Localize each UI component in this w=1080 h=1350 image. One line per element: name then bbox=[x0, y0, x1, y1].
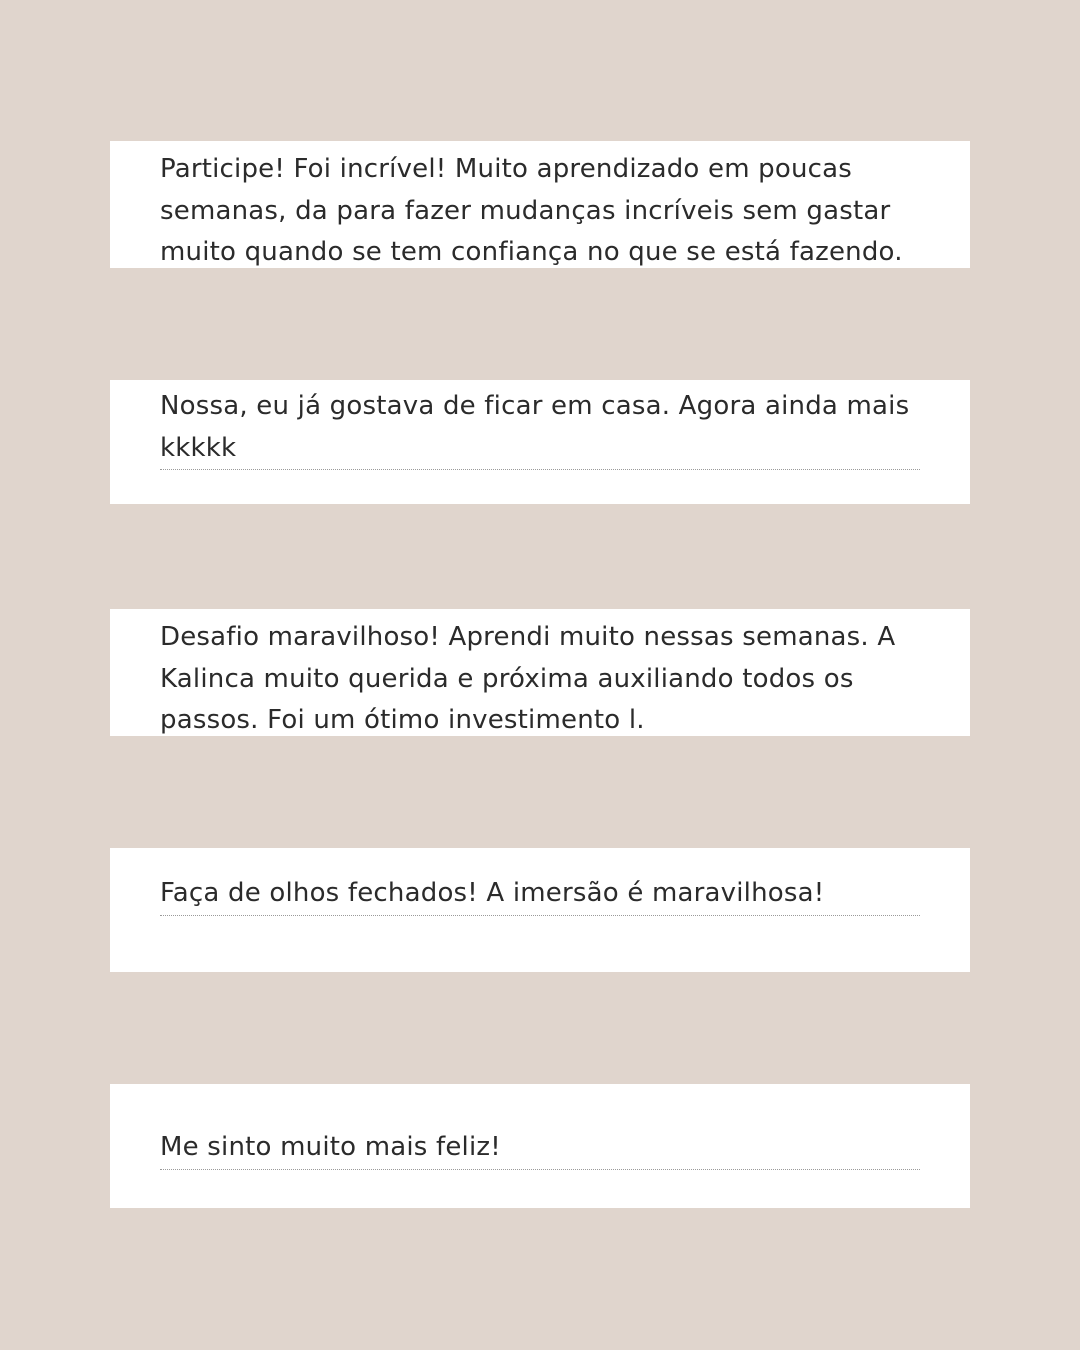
response-text: Nossa, eu já gostava de ficar em casa. Agora ainda mais kkkkk bbox=[160, 386, 920, 470]
response-card-1 bbox=[110, 141, 970, 268]
response-text: Faça de olhos fechados! A imersão é maravilhosa! bbox=[160, 873, 920, 916]
response-text: Me sinto muito mais feliz! bbox=[160, 1127, 920, 1170]
response-card-5 bbox=[110, 1084, 970, 1208]
response-card-2 bbox=[110, 380, 970, 504]
response-text: Participe! Foi incrível! Muito aprendizado em poucas semanas, da para fazer mudanças incríveis sem gastar muito quando se tem confiança no que se está fazendo. bbox=[160, 154, 903, 267]
response-text: Desafio maravilhoso! Aprendi muito nessas semanas. A Kalinca muito querida e próxima auxiliando todos os passos. Foi um ótimo investimento l. bbox=[160, 622, 896, 735]
response-card-4 bbox=[110, 848, 970, 972]
response-card-3 bbox=[110, 609, 970, 736]
